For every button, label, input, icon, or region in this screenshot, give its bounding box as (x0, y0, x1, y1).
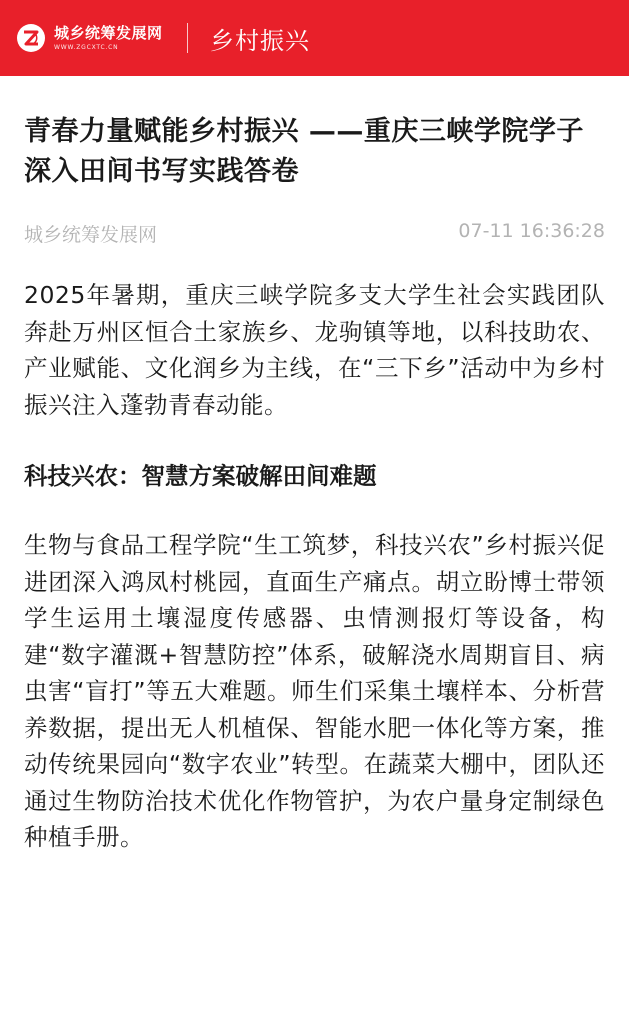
article-source: 城乡统筹发展网 (24, 224, 158, 246)
header-divider (187, 23, 189, 53)
channel-name[interactable]: 乡村振兴 (210, 26, 311, 55)
article-paragraph: 2025年暑期，重庆三峡学院多支大学生社会实践团队奔赴万州区恒合土家族乡、龙驹镇等地，以科技助农、产业赋能、文化润乡为主线，在“三下乡”活动中为乡村振兴注入蓬勃青春动能。 (24, 281, 605, 419)
article-body (0, 112, 629, 856)
article-paragraph: 生物与食品工程学院“生工筑梦，科技兴农”乡村振兴促进团深入鸿凤村桃园，直面生产痛点。胡立盼博士带领学生运用土壤湿度传感器、虫情测报灯等设备，构建“数字灌溉+智慧防控”体系，破解浇水周期盲目、病虫害“盲打”等五大难题。师生们采集土壤样本、分析营养数据，提出无人机植保、智能水肥一体化等方案，推动传统果园向“数字农业”转型。在蔬菜大棚中，团队还通过生物防治技术优化作物管护，为农户量身定制绿色种植手册。 (24, 531, 605, 851)
brand-url: WWW.ZGCXTC.CN (54, 43, 119, 51)
top-header-bar (0, 0, 629, 76)
article-title: 青春力量赋能乡村振兴 ——重庆三峡学院学子深入田间书写实践答卷 (24, 116, 584, 187)
site-logo[interactable] (16, 23, 163, 53)
logo-text-group (54, 23, 163, 51)
logo-icon (16, 23, 46, 53)
brand-name: 城乡统筹发展网 (54, 23, 163, 42)
article-datetime: 07-11 16:36:28 (458, 220, 605, 242)
article-meta (24, 220, 605, 247)
section-heading: 科技兴农：智慧方案破解田间难题 (24, 462, 377, 490)
